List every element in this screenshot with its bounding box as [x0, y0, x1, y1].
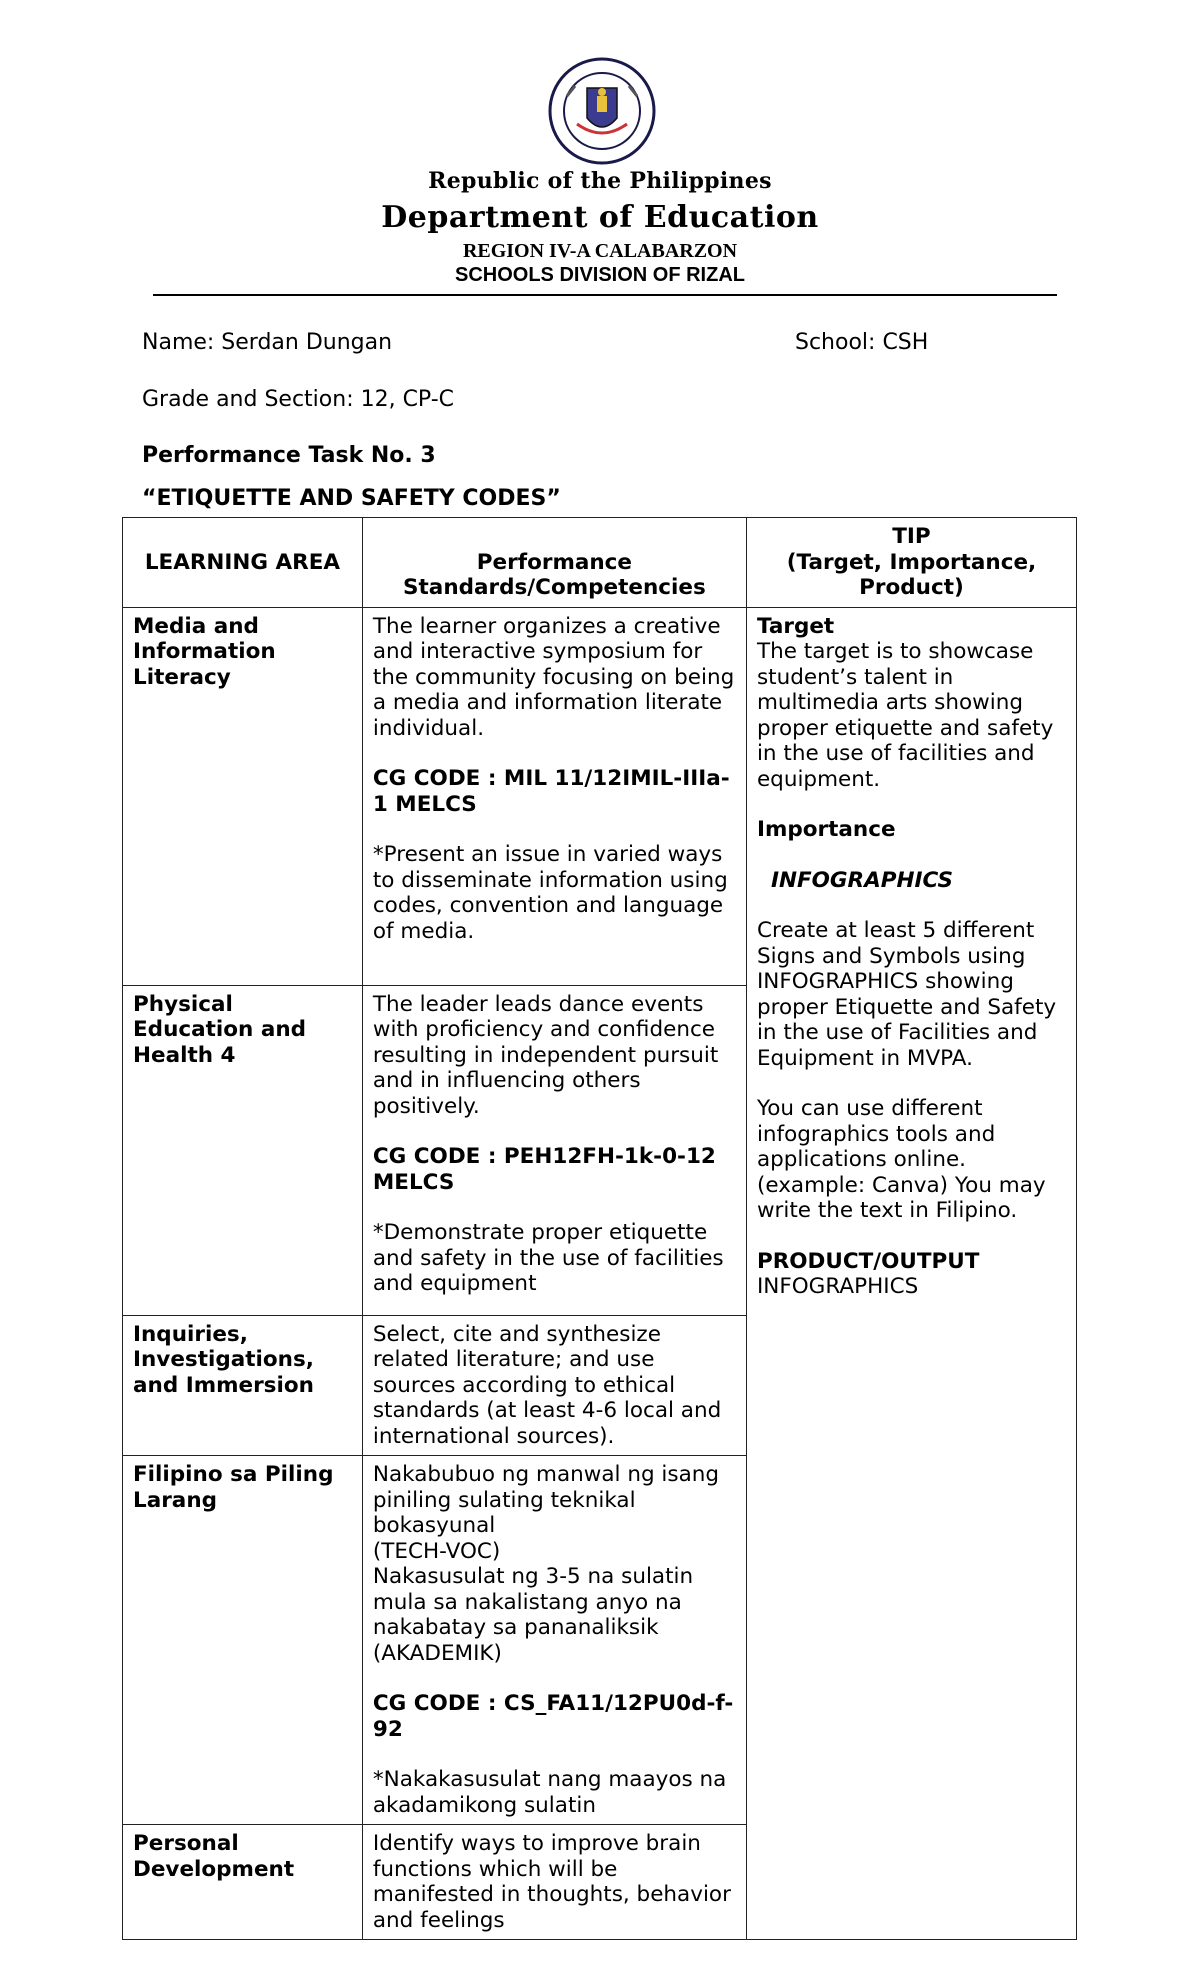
cg-code: CG CODE : PEH12FH-1k-0-12 MELCS: [372, 1144, 716, 1195]
standard-text-1: Nakabubuo ng manwal ng isang piniling sulating teknikal bokasyunal: [372, 1462, 720, 1538]
standard-cell: Select, cite and synthesize related literature; and use sources according to ethical standards (at least 4-6 local and international sources).: [362, 1315, 746, 1456]
tip-create-text: Create at least 5 different Signs and Symbols using INFOGRAPHICS showing proper Etiquette and Safety in the use of Facilities and Equipment in MVPA.: [756, 918, 1057, 1071]
tip-tools-text: You can use different infographics tools and applications online. (example: Canva) You may write the text in Filipino.: [756, 1096, 1046, 1223]
header-tip-line1: TIP: [892, 524, 931, 549]
division-heading: SCHOOLS DIVISION OF RIZAL: [454, 264, 745, 286]
tip-target-text: The target is to showcase student’s talent in multimedia arts showing proper etiquette and safety in the use of facilities and equipment.: [756, 639, 1054, 792]
tip-product-value: INFOGRAPHICS: [756, 1274, 919, 1299]
table-row: [123, 607, 1077, 985]
student-school: School: CSH: [795, 330, 929, 355]
header-performance: Performance Standards/Competencies: [362, 518, 746, 608]
melc-text: *Nakakasusulat nang maayos na akadamikong sulatin: [372, 1767, 727, 1818]
standard-text-2: (TECH-VOC): [372, 1538, 501, 1564]
header-divider: [153, 294, 1057, 296]
tip-importance-label: Importance: [756, 817, 896, 842]
standard-cell: [362, 1456, 746, 1825]
student-name: Name: Serdan Dungan: [142, 330, 393, 355]
tip-product-label: PRODUCT/OUTPUT: [756, 1248, 980, 1274]
standard-text-3: Nakasusulat ng 3-5 na sulatin mula sa nakalistang anyo na nakabatay sa pananaliksik (AKADEMIK): [372, 1564, 694, 1666]
standard-cell: [362, 607, 746, 985]
tip-infographics-label: INFOGRAPHICS: [770, 867, 953, 893]
table-header-row: [123, 518, 1077, 608]
area-cell: Media and Information Literacy: [123, 607, 363, 985]
deped-seal-logo: [547, 56, 657, 166]
tip-target-label: Target: [756, 613, 835, 639]
cg-code: CG CODE : MIL 11/12IMIL-IIIa-1 MELCS: [372, 766, 730, 817]
tip-cell: [746, 607, 1076, 1940]
region-heading: REGION IV-A CALABARZON: [462, 240, 738, 262]
area-cell: Inquiries, Investigations, and Immersion: [123, 1315, 363, 1456]
header-tip: [746, 518, 1076, 608]
area-cell: Personal Development: [123, 1825, 363, 1940]
standard-cell: Identify ways to improve brain functions which will be manifested in thoughts, behavior and feelings: [362, 1825, 746, 1940]
task-number: Performance Task No. 3: [142, 443, 436, 468]
melc-text: *Demonstrate proper etiquette and safety in the use of facilities and equipment: [372, 1220, 724, 1296]
grade-section: Grade and Section: 12, CP-C: [142, 387, 455, 412]
cg-code: CG CODE : CS_FA11/12PU0d-f-92: [372, 1691, 734, 1742]
header-learning-area: LEARNING AREA: [123, 518, 363, 608]
area-cell: Physical Education and Health 4: [123, 985, 363, 1315]
standard-text: The learner organizes a creative and interactive symposium for the community focusing on being a media and information literate individual.: [372, 613, 735, 741]
header-tip-line2: (Target, Importance, Product): [786, 549, 1037, 600]
melc-text: *Present an issue in varied ways to disseminate information using codes, convention and language of media.: [372, 842, 728, 944]
area-cell: Filipino sa Piling Larang: [123, 1456, 363, 1825]
task-title: “ETIQUETTE AND SAFETY CODES”: [142, 486, 561, 511]
standard-text: The leader leads dance events with proficiency and confidence resulting in independent pursuit and in influencing others positively.: [372, 991, 719, 1119]
standard-cell: [362, 985, 746, 1315]
department-heading: Department of Education: [381, 200, 819, 235]
republic-heading: Republic of the Philippines: [428, 168, 772, 194]
competency-table: [122, 517, 1077, 1940]
